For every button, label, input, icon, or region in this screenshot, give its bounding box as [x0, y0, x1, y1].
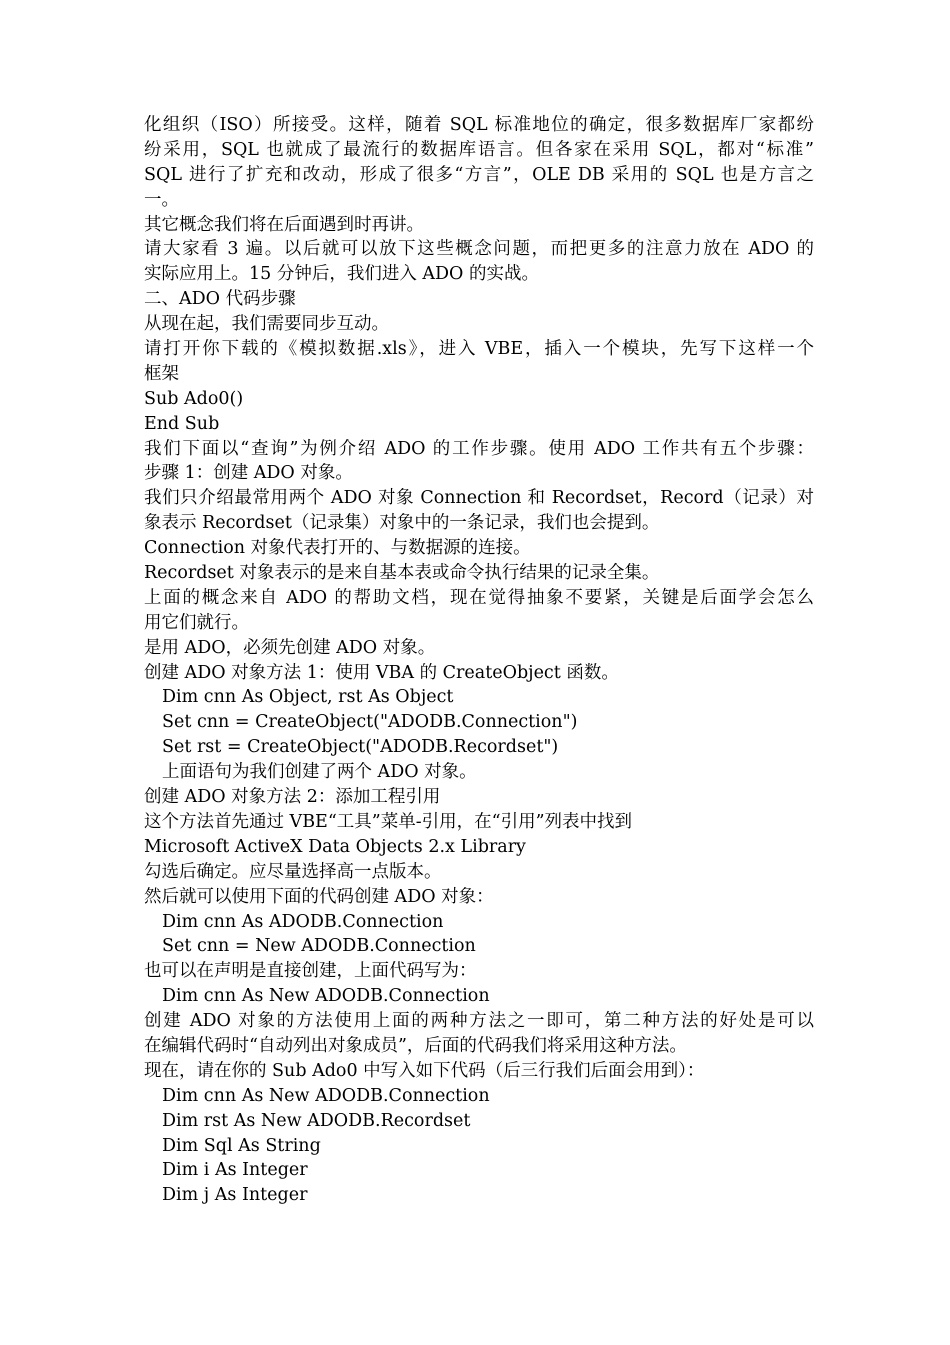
code-line: Dim cnn As Object, rst As Object: [162, 687, 454, 708]
code-line: Set rst = CreateObject("ADODB.Recordset"): [162, 737, 559, 758]
text-line: Sub Ado0(): [144, 388, 244, 409]
text-line: 我们下面以“查询”为例介绍 ADO 的工作步骤。使用 ADO 工作共有五个步骤：: [144, 438, 814, 459]
text-line: 这个方法首先通过 VBE“工具”菜单-引用，在“引用”列表中找到: [144, 811, 633, 832]
text-line: 然后就可以使用下面的代码创建 ADO 对象：: [144, 886, 494, 907]
code-line: Dim Sql As String: [162, 1135, 321, 1156]
text-line: 创建 ADO 对象方法 2：添加工程引用: [144, 787, 441, 808]
text-line: 也可以在声明是直接创建，上面代码写为：: [144, 961, 477, 982]
code-line: Dim cnn As New ADODB.Connection: [162, 986, 490, 1007]
text-line: 步骤 1：创建 ADO 对象。: [144, 463, 353, 484]
text-line: 化组织（ISO）所接受。这样，随着 SQL 标准地位的确定，很多数据库厂家都纷: [144, 115, 814, 135]
text-line: Microsoft ActiveX Data Objects 2.x Library: [144, 836, 526, 857]
text-line: 在编辑代码时“自动列出对象成员”，后面的代码我们将采用这种方法。: [144, 1035, 687, 1056]
text-line: Connection 对象代表打开的、与数据源的连接。: [144, 538, 531, 559]
code-line: Dim cnn As ADODB.Connection: [162, 911, 444, 932]
document-body: [144, 113, 814, 1208]
code-line: Dim j As Integer: [162, 1185, 308, 1206]
text-line: End Sub: [144, 413, 220, 434]
code-line: Set cnn = New ADODB.Connection: [162, 936, 476, 957]
code-line: 上面语句为我们创建了两个 ADO 对象。: [162, 762, 477, 783]
document-page: [144, 113, 814, 1208]
text-line: SQL 进行了扩充和改动，形成了很多“方言”，OLE DB 采用的 SQL 也是方言之: [144, 164, 814, 185]
text-line: 创建 ADO 对象的方法使用上面的两种方法之一即可，第二种方法的好处是可以: [144, 1011, 814, 1032]
text-line: 二、ADO 代码步骤: [144, 289, 296, 310]
text-line: 用它们就行。: [144, 612, 249, 633]
text-line: 象表示 Recordset（记录集）对象中的一条记录，我们也会提到。: [144, 513, 660, 534]
text-line: 勾选后确定。应尽量选择高一点版本。: [144, 861, 442, 882]
code-line: Set cnn = CreateObject("ADODB.Connection"): [162, 712, 578, 733]
code-line: Dim i As Integer: [162, 1160, 308, 1181]
text-line: 纷采用，SQL 也就成了最流行的数据库语言。但各家在采用 SQL，都对“标准”: [144, 139, 814, 160]
text-line: 是用 ADO，必须先创建 ADO 对象。: [144, 637, 436, 658]
code-line: Dim cnn As New ADODB.Connection: [162, 1085, 490, 1106]
text-line: 现在，请在你的 Sub Ado0 中写入如下代码（后三行我们后面会用到）：: [144, 1060, 705, 1081]
code-line: Dim rst As New ADODB.Recordset: [162, 1110, 471, 1131]
text-line: 请打开你下载的《模拟数据.xls》，进入 VBE，插入一个模块，先写下这样一个: [144, 339, 814, 360]
text-line: Recordset 对象表示的是来自基本表或命令执行结果的记录全集。: [144, 563, 660, 584]
text-line: 从现在起，我们需要同步互动。: [144, 314, 389, 335]
text-line: 上面的概念来自 ADO 的帮助文档，现在觉得抽象不要紧，关键是后面学会怎么: [144, 587, 814, 608]
text-line: 请大家看 3 遍。以后就可以放下这些概念问题，而把更多的注意力放在 ADO 的: [144, 239, 814, 260]
text-line: 一。: [144, 189, 179, 210]
text-line: 我们只介绍最常用两个 ADO 对象 Connection 和 Recordset，Record（记录）对: [144, 488, 814, 509]
text-line: 实际应用上。15 分钟后，我们进入 ADO 的实战。: [144, 264, 539, 285]
text-line: 其它概念我们将在后面遇到时再讲。: [144, 214, 424, 235]
text-line: 创建 ADO 对象方法 1：使用 VBA 的 CreateObject 函数。: [144, 662, 619, 683]
text-line: 框架: [144, 363, 179, 384]
